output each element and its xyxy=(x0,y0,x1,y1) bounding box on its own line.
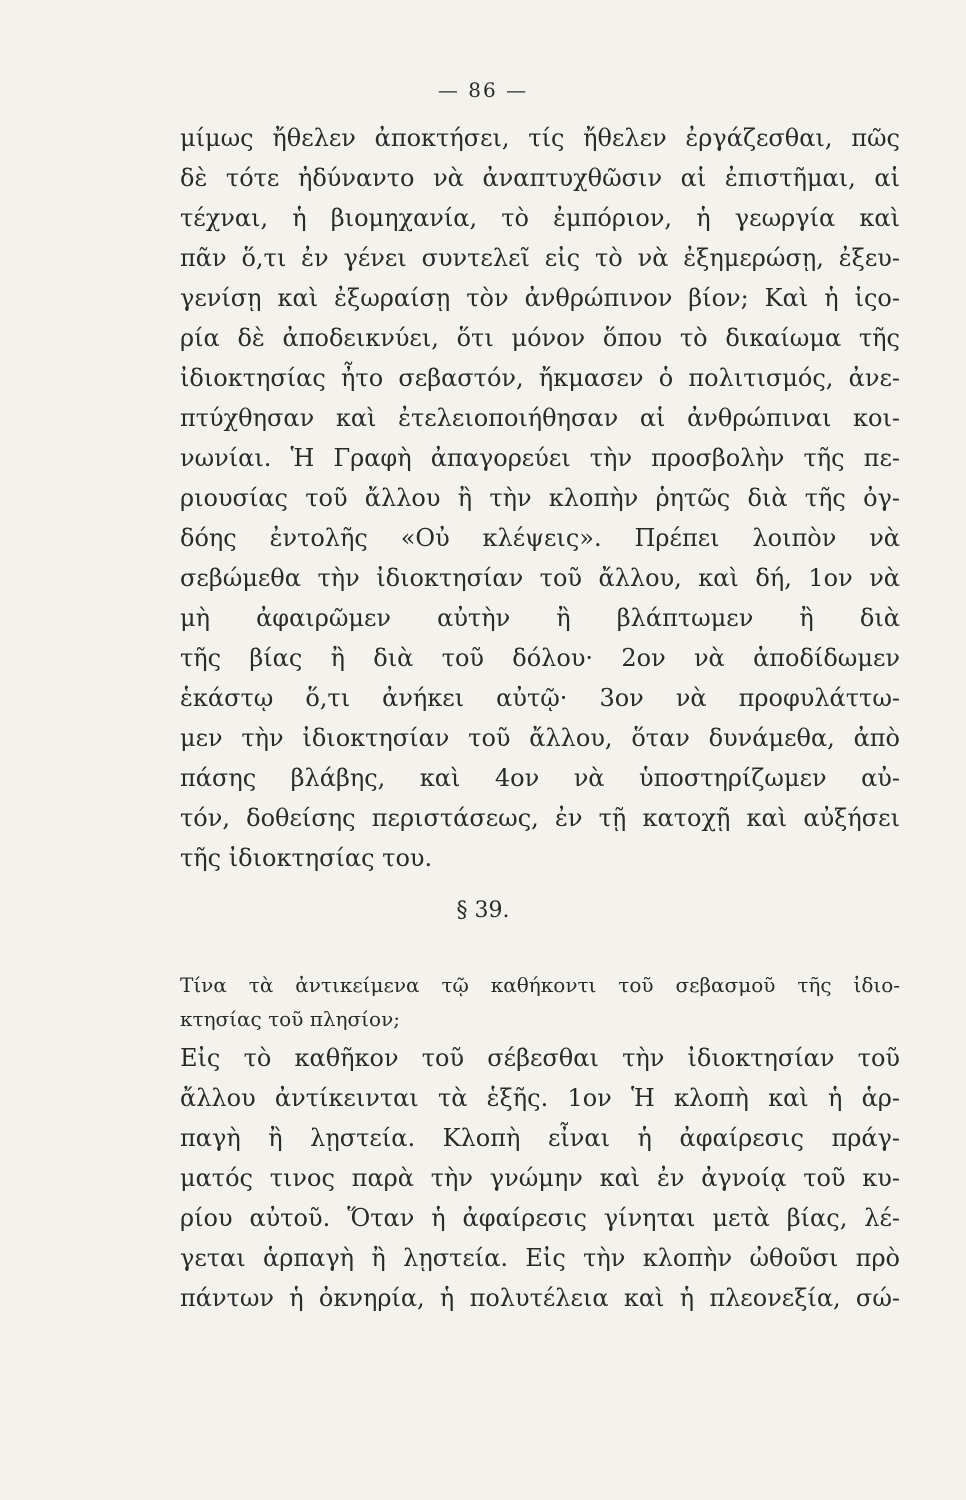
text-line: μὴ ἀφαιρῶμεν αὐτὴν ἢ βλάπτωμεν ἢ διὰ xyxy=(180,604,900,632)
main-paragraph xyxy=(180,118,900,878)
text-line: νωνίαι. Ἡ Γραφὴ ἀπαγορεύει τὴν προσβολὴν τῆς πε- xyxy=(180,444,900,472)
text-line: ματός τινος παρὰ τὴν γνώμην καὶ ἐν ἀγνοίᾳ τοῦ κυ- xyxy=(180,1164,900,1192)
question-line: κτησίας τοῦ πλησίον; xyxy=(180,1007,400,1031)
text-line: γεται ἁρπαγὴ ἢ λῃστεία. Εἰς τὴν κλοπὴν ὠθοῦσι πρὸ xyxy=(180,1244,900,1272)
text-line: τόν, δοθείσης περιστάσεως, ἐν τῇ κατοχῇ καὶ αὐξήσει xyxy=(180,804,900,832)
text-line: σεβώμεθα τὴν ἰδιοκτησίαν τοῦ ἄλλου, καὶ δή, 1ον νὰ xyxy=(180,564,900,592)
text-line: μεν τὴν ἰδιοκτησίαν τοῦ ἄλλου, ὅταν δυνάμεθα, ἀπὸ xyxy=(180,724,900,752)
text-line: πτύχθησαν καὶ ἐτελειοποιήθησαν αἱ ἀνθρώπιναι κοι- xyxy=(180,404,900,432)
text-line: δόης ἐντολῆς «Οὐ κλέψεις». Πρέπει λοιπὸν νὰ xyxy=(180,524,900,552)
question-line: Τίνα τὰ ἀντικείμενα τῷ καθήκοντι τοῦ σεβασμοῦ τῆς ἰδιο- xyxy=(180,973,900,997)
text-line: ρίου αὐτοῦ. Ὅταν ἡ ἀφαίρεσις γίνηται μετὰ βίας, λέ- xyxy=(180,1204,900,1232)
text-line: πάντων ἡ ὀκνηρία, ἡ πολυτέλεια καὶ ἡ πλεονεξία, σώ- xyxy=(180,1284,900,1312)
question-paragraph xyxy=(180,968,900,1036)
text-line: ριουσίας τοῦ ἄλλου ἢ τὴν κλοπὴν ῥητῶς διὰ τῆς ὀγ- xyxy=(180,484,900,512)
text-line: μίμως ἤθελεν ἀποκτήσει, τίς ἤθελεν ἐργάζεσθαι, πῶς xyxy=(180,124,900,152)
text-line: παγὴ ἢ λῃστεία. Κλοπὴ εἶναι ἡ ἀφαίρεσις πράγ- xyxy=(180,1124,900,1152)
text-line: τέχναι, ἡ βιομηχανία, τὸ ἐμπόριον, ἡ γεωργία καὶ xyxy=(180,204,900,232)
answer-paragraph xyxy=(180,1038,900,1318)
text-line: δὲ τότε ἠδύναντο νὰ ἀναπτυχθῶσιν αἱ ἐπιστῆμαι, αἱ xyxy=(180,164,900,192)
text-line: γενίσῃ καὶ ἐξωραίσῃ τὸν ἀνθρώπινον βίον; Καὶ ἡ ἱςο- xyxy=(180,284,900,312)
text-line: Εἰς τὸ καθῆκον τοῦ σέβεσθαι τὴν ἰδιοκτησίαν τοῦ xyxy=(180,1044,900,1072)
text-line: πάσης βλάβης, καὶ 4ον νὰ ὑποστηρίζωμεν αὐ- xyxy=(180,764,900,792)
text-line: ρία δὲ ἀποδεικνύει, ὅτι μόνον ὅπου τὸ δικαίωμα τῆς xyxy=(180,324,900,352)
text-line: ἑκάστῳ ὅ,τι ἀνήκει αὐτῷ· 3ον νὰ προφυλάττω- xyxy=(180,684,900,712)
section-heading: § 39. xyxy=(456,898,510,923)
text-line: ἄλλου ἀντίκεινται τὰ ἑξῆς. 1ον Ἡ κλοπὴ καὶ ἡ ἁρ- xyxy=(180,1084,900,1112)
text-line: τῆς βίας ἢ διὰ τοῦ δόλου· 2ον νὰ ἀποδίδωμεν xyxy=(180,644,900,672)
text-line: πᾶν ὅ,τι ἐν γένει συντελεῖ εἰς τὸ νὰ ἐξημερώσῃ, ἐξευ- xyxy=(180,244,900,272)
page-number: — 86 — xyxy=(437,78,529,102)
text-line: ἰδιοκτησίας ἦτο σεβαστόν, ἤκμασεν ὁ πολιτισμός, ἀνε- xyxy=(180,364,900,392)
text-line: τῆς ἰδιοκτησίας του. xyxy=(180,844,433,872)
